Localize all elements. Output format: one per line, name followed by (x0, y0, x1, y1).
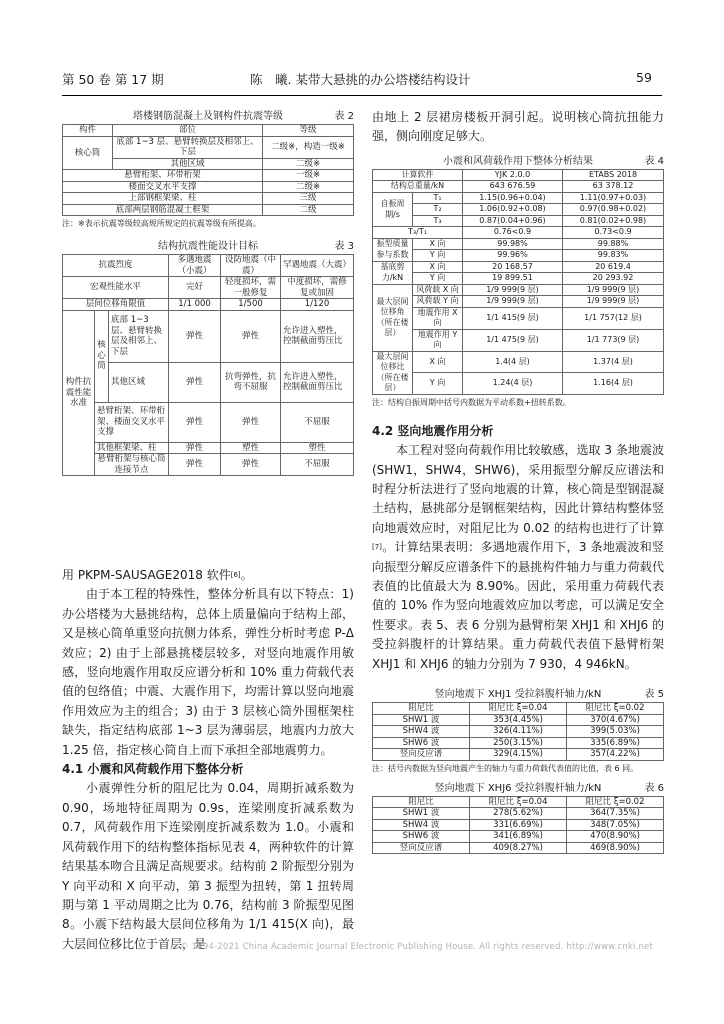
table-cell: 抗震烈度 (63, 255, 169, 277)
table-cell: Y 向 (413, 373, 463, 395)
table2-note: 注：※表示抗震等级较高规所规定的抗震等级有所提高。 (62, 219, 261, 228)
table-row (373, 831, 664, 843)
section-heading-4-1: 4.1 小震和风荷载作用下整体分析 (62, 762, 244, 777)
table-cell: 1.15(0.96+0.04) (463, 192, 563, 204)
table-cell: 设防地震（中震） (221, 255, 281, 277)
table-row (63, 277, 354, 299)
table-row (63, 181, 354, 193)
table-cell: 结构总重量/kN (373, 181, 463, 193)
table-cell: 阻尼比 ξ=0.02 (567, 703, 664, 715)
table-cell: Y 向 (413, 250, 463, 262)
table-cell: 阻尼比 ξ=0.04 (470, 796, 567, 808)
table-row (373, 204, 664, 216)
table-cell: 核心筒 (63, 136, 113, 170)
table-cell: 地震作用 X 向 (413, 307, 463, 329)
table-cell: 宏观性能水平 (63, 277, 169, 299)
table-row (373, 329, 664, 351)
table-cell: 341(6.89%) (470, 831, 567, 843)
citation: [7] (372, 543, 382, 552)
table-cell: 63 378.12 (563, 181, 664, 193)
table-cell: 等级 (263, 125, 354, 137)
table-cell: 一级※ (263, 170, 354, 182)
paragraph: 由于本工程的特殊性，整体分析具有以下特点：1) 办公塔楼为大悬挑结构，总体上质量偏向于结构上部，又是核心筒单重竖向抗侧力体系，弹性分析时考虑 P-Δ 效应；2) 由于上部悬挑楼层较多，对竖向地震作用敏感，竖向地震作用取反应谱分析和 10% 重力荷载代表值的包络值；中震、大震作用下，均需计算以竖向地震作用效应为主的组合；3) 由于 3 层核心筒外围框架柱缺失，指定结构底部 1~3 层为薄弱层，地震内力放大 1.25 倍，指定核心筒自上而下承担全部地震剪力。 (62, 587, 354, 757)
table-cell: 部位 (113, 125, 263, 137)
table-cell: 643 676.59 (463, 181, 563, 193)
table6-title (372, 782, 664, 796)
table-cell: 底部 1~3 层、悬臂转换层及相邻上、下层 (109, 310, 169, 362)
table-row (63, 299, 354, 311)
table-cell: 1/500 (221, 299, 281, 311)
table-row (373, 296, 664, 308)
table-cell: 250(3.15%) (470, 737, 567, 749)
table-cell: 楼面交叉水平支撑 (63, 181, 263, 193)
table-row (373, 749, 664, 761)
table-row (63, 125, 354, 137)
table-cell: 二级※，构造一级※ (263, 136, 354, 158)
text-run: 本工程对竖向荷载作用比较敏感，选取 3 条地震波(SHW1，SHW4，SHW6)，采用振型分解反应谱法和时程分析法进行了竖向地震的计算，核心筒是型钢混凝土结构，悬挑部分是钢框架结构，因此计算结构整体竖向地震效应时，对阻尼比为 0.02 的结构也进行了计算 (372, 443, 664, 535)
paragraph: 小震弹性分析的阻尼比为 0.04，周期折减系数为 0.90，场地特征周期为 0.9s，连梁刚度折减系数为 0.7，风荷载作用下连梁刚度折减系数为 1.0。小震和风荷载作用下的结构整体指标见表 4，两种软件的计算结果基本吻合且满足高规要求。结构前 2 阶振型分别为 Y 向平动和 X 向平动，第 3 振型为扭转，第 1 扭转周期与第 1 平动周期之比为 0.76，结构前 3 阶振型见图 8。小震下结构最大层间位移角为 1/1 415(X 向)，最大层间位移比位于首层，是 (62, 781, 354, 951)
table2 (62, 124, 354, 216)
table-row (63, 170, 354, 182)
table-cell: 99.83% (563, 250, 664, 262)
table-cell: 弹性 (169, 402, 221, 442)
table-cell: 弹性 (221, 454, 281, 476)
table-cell: 轻度损坏，需一般修复 (221, 277, 281, 299)
table-cell: 风荷载 X 向 (413, 284, 463, 296)
table-cell: YJK 2.0.0 (463, 169, 563, 181)
table-cell: SHW4 波 (373, 726, 470, 738)
table-cell: 335(6.89%) (567, 737, 664, 749)
table-cell: 278(5.62%) (470, 808, 567, 820)
table-row (63, 310, 354, 362)
table-cell: 二级 (263, 204, 354, 216)
table-cell: 1.11(0.97+0.03) (563, 192, 664, 204)
table-cell: 1.24(4 层) (463, 373, 563, 395)
table-row (63, 193, 354, 205)
table-cell: T₃/T₁ (373, 227, 463, 239)
table-cell: 最大层间位移角（所在楼层） (373, 284, 413, 351)
table-cell: 不屈服 (281, 454, 354, 476)
table-cell: 中度损坏，需修复或加固 (281, 277, 354, 299)
table-cell: 塑性 (221, 442, 281, 454)
table-cell: 370(4.67%) (567, 714, 664, 726)
table-row (373, 808, 664, 820)
table3 (62, 254, 354, 476)
table4-number: 表 4 (644, 155, 664, 167)
table-cell: 弹性 (221, 402, 281, 442)
table-cell: 振型质量参与系数 (373, 238, 413, 261)
table5 (372, 702, 664, 761)
table-cell: 399(5.03%) (567, 726, 664, 738)
table-row (63, 442, 354, 454)
table-cell: 核心筒 (95, 310, 109, 402)
text-run: 。 (240, 568, 253, 582)
header-rule (62, 95, 662, 96)
table4-note: 注：结构自振周期中括号内数据为平动系数+扭转系数。 (372, 397, 571, 407)
table-cell: 允许进入塑性，控制截面剪压比 (281, 310, 354, 362)
table-row (373, 250, 664, 262)
left-body-text (62, 566, 354, 954)
table-cell: SHW6 波 (373, 831, 470, 843)
table-cell: SHW1 波 (373, 714, 470, 726)
table4 (372, 169, 664, 395)
table2-number: 表 2 (334, 111, 354, 122)
left-column (62, 110, 354, 476)
table-row (373, 726, 664, 738)
table-cell: 1.16(4 层) (563, 373, 664, 395)
table-cell: 1/9 999(9 层) (463, 296, 563, 308)
table-cell: SHW1 波 (373, 808, 470, 820)
table-cell: 469(8.90%) (567, 842, 664, 854)
table3-title (62, 240, 354, 254)
table5-caption: 竖向地震下 XHJ1 受拉斜腹杆轴力/kN (434, 689, 602, 701)
table-row (373, 238, 664, 250)
table-cell: 悬臂桁架、环带桁架 (63, 170, 263, 182)
table-cell: 不屈服 (281, 402, 354, 442)
table-cell: 二级※ (263, 181, 354, 193)
table-row (63, 204, 354, 216)
citation: [6] (230, 571, 241, 579)
table-row (373, 819, 664, 831)
paragraph (62, 566, 354, 585)
table-cell: 470(8.90%) (567, 831, 664, 843)
table-row (373, 307, 664, 329)
table-cell: 348(7.05%) (567, 819, 664, 831)
table-cell: 构件抗震性能水准 (63, 310, 95, 476)
table-row (373, 261, 664, 273)
table-cell: SHW6 波 (373, 737, 470, 749)
table2-title (62, 110, 354, 124)
table5-number: 表 5 (644, 689, 664, 701)
table-cell: 20 619.4 (563, 261, 664, 273)
table2-caption: 塔楼钢筋混凝土及钢构件抗震等级 (133, 111, 283, 122)
right-column (372, 108, 664, 854)
table-cell: 底部两层钢筋混凝土框架 (63, 204, 263, 216)
table-cell: 地震作用 Y 向 (413, 329, 463, 351)
table-cell: 弹性 (169, 442, 221, 454)
table-cell: 弹性 (169, 454, 221, 476)
table-cell: 19 899.51 (463, 273, 563, 285)
table-cell: X 向 (413, 351, 463, 373)
table-cell: 329(4.15%) (470, 749, 567, 761)
table-cell: 层间位移角限值 (63, 299, 169, 311)
table-row (373, 796, 664, 808)
table-cell: T₂ (413, 204, 463, 216)
table-cell: 多遇地震（小震） (169, 255, 221, 277)
table-cell: 抗弯弹性，抗弯不屈服 (221, 362, 281, 402)
page-number: 59 (636, 70, 652, 85)
table-cell: 1/1 415(9 层) (463, 307, 563, 329)
table-cell: 基底剪力/kN (373, 261, 413, 284)
table-row (373, 842, 664, 854)
table-cell: 20 168.57 (463, 261, 563, 273)
paragraph: 由地上 2 层裙房楼板开洞引起。说明核心筒抗扭能力强，侧向刚度足够大。 (372, 110, 664, 144)
table3-caption: 结构抗震性能设计目标 (158, 241, 258, 252)
table-cell: 357(4.22%) (567, 749, 664, 761)
table-cell: 阻尼比 (373, 796, 470, 808)
table6 (372, 796, 664, 855)
table6-caption: 竖向地震下 XHJ6 受拉斜腹杆轴力/kN (434, 782, 602, 794)
table-cell: 99.98% (463, 238, 563, 250)
table-cell: 1/120 (281, 299, 354, 311)
table6-number: 表 6 (644, 782, 664, 794)
table-row (63, 402, 354, 442)
table-cell: 20 293.92 (563, 273, 664, 285)
copyright-watermark: © 1994-2021 China Academic Journal Electronic Publishing House. All rights reserved. http://www.cnki.net (180, 942, 653, 952)
table4-caption: 小震和风荷载作用下整体分析结果 (443, 155, 593, 167)
table-cell: T₃ (413, 215, 463, 227)
table-cell: 1.37(4 层) (563, 351, 664, 373)
table-cell: 阻尼比 ξ=0.04 (470, 703, 567, 715)
table-row (373, 373, 664, 395)
table-cell: ETABS 2018 (563, 169, 664, 181)
table-cell: 二级※ (263, 158, 354, 170)
table5-title (372, 688, 664, 702)
journal-volume: 第 50 卷 第 17 期 (62, 72, 164, 87)
table-cell: 三级 (263, 193, 354, 205)
table-cell: 弹性 (221, 310, 281, 362)
running-title: 陈 曦. 某带大悬挑的办公塔楼结构设计 (250, 72, 471, 87)
table-cell: 99.88% (563, 238, 664, 250)
table-cell: 其他框架梁、柱 (95, 442, 169, 454)
table-cell: 1.06(0.92+0.08) (463, 204, 563, 216)
table-cell: 竖向反应谱 (373, 749, 470, 761)
table-cell: 竖向反应谱 (373, 842, 470, 854)
table-cell: SHW4 波 (373, 819, 470, 831)
table-cell: 1/1 000 (169, 299, 221, 311)
table-cell: 其他区域 (109, 362, 169, 402)
table-cell: 允许进入塑性，控制截面剪压比 (281, 362, 354, 402)
table-cell: 弹性 (169, 362, 221, 402)
table-cell: 1/9 999(9 层) (563, 296, 664, 308)
table-cell: 自振周期/s (373, 192, 413, 227)
text-run: 。计算结果表明：多遇地震作用下，3 条地震波和竖向振型分解反应谱条件下的悬挑构件轴力与重力荷载代表值的比值最大为 8.90%。因此，采用重力荷载代表值的 10% 作为竖向地震效应加以考虑，可以满足安全性要求。表 5、表 6 分别为悬臂桁架 XHJ1 和 XHJ6 的受拉斜腹杆的计算结果。重力荷载代表值下悬臂桁架 XHJ1 和 XHJ6 的轴力分别为 7 930，4 946kN。 (372, 540, 664, 671)
table-row (373, 714, 664, 726)
table-cell: 1/9 999(9 层) (463, 284, 563, 296)
table-cell: 0.73<0.9 (563, 227, 664, 239)
table-cell: 罕遇地震（大震） (281, 255, 354, 277)
table-cell: 阻尼比 (373, 703, 470, 715)
table-cell: X 向 (413, 261, 463, 273)
table-cell: 阻尼比 ξ=0.02 (567, 796, 664, 808)
table-cell: 99.96% (463, 250, 563, 262)
table-cell: 弹性 (169, 310, 221, 362)
table-cell: 1/1 757(12 层) (563, 307, 664, 329)
table-cell: 1/1 475(9 层) (463, 329, 563, 351)
table-cell: 0.81(0.02+0.98) (563, 215, 664, 227)
table-cell: 364(7.35%) (567, 808, 664, 820)
table-cell: 上部钢框架梁、柱 (63, 193, 263, 205)
table-cell: T₁ (413, 192, 463, 204)
table-cell: 0.76<0.9 (463, 227, 563, 239)
table-row (373, 227, 664, 239)
table-row (373, 181, 664, 193)
paragraph (372, 441, 664, 674)
table-cell: 353(4.45%) (470, 714, 567, 726)
table-cell: 风荷载 Y 向 (413, 296, 463, 308)
table-row (63, 255, 354, 277)
table-cell: 409(8.27%) (470, 842, 567, 854)
table-cell: 1.4(4 层) (463, 351, 563, 373)
table-row (373, 351, 664, 373)
table-cell: 构件 (63, 125, 113, 137)
table-cell: 0.87(0.04+0.96) (463, 215, 563, 227)
table-cell: 最大层间位移比（所在楼层） (373, 351, 413, 394)
table-cell: 1/9 999(9 层) (563, 284, 664, 296)
text-run: 用 PKPM-SAUSAGE2018 软件 (62, 568, 231, 582)
table-cell: 完好 (169, 277, 221, 299)
table-cell: 悬臂桁架、环带桁架、楼面交叉水平支撑 (95, 402, 169, 442)
table-row (373, 169, 664, 181)
table-cell: 0.97(0.98+0.02) (563, 204, 664, 216)
table-cell: X 向 (413, 238, 463, 250)
table-cell: Y 向 (413, 273, 463, 285)
table-cell: 悬臂桁架与核心筒连接节点 (95, 454, 169, 476)
table-row (373, 273, 664, 285)
table-cell: 塑性 (281, 442, 354, 454)
table-cell: 计算软件 (373, 169, 463, 181)
table-row (373, 737, 664, 749)
table-cell: 1/1 773(9 层) (563, 329, 664, 351)
table5-note: 注：括号内数据为竖向地震产生的轴力与重力荷载代表值的比值，表 6 同。 (372, 763, 639, 773)
table-cell: 326(4.11%) (470, 726, 567, 738)
table-row (63, 136, 354, 158)
table-row (373, 703, 664, 715)
table3-number: 表 3 (334, 241, 354, 252)
table-cell: 其他区域 (113, 158, 263, 170)
section-heading-4-2: 4.2 竖向地震作用分析 (372, 423, 494, 438)
table-cell: 331(6.69%) (470, 819, 567, 831)
table-row (373, 215, 664, 227)
table-row (63, 454, 354, 476)
table-row (373, 284, 664, 296)
table-cell: 底部 1~3 层、悬臂转换层及相邻上、下层 (113, 136, 263, 158)
table-row (373, 192, 664, 204)
table4-title (372, 155, 664, 169)
